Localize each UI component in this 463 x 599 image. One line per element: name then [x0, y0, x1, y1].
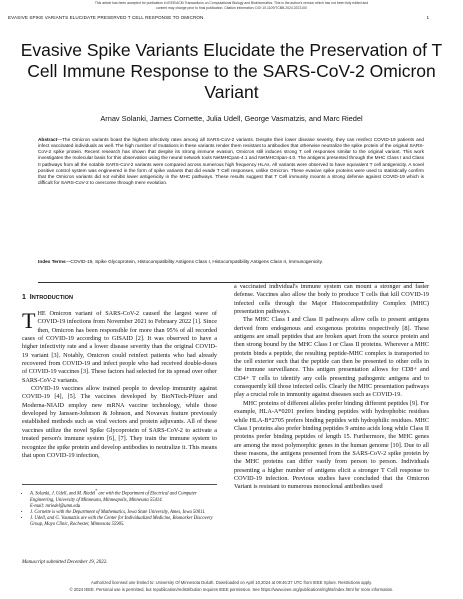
left-column	[22, 310, 217, 460]
index-terms-text: —COVID-19, Spike Glycoprotein, Histocompatibility Antigens Class I, Histocompatibility Antigens Class II, Immunogenicity.	[65, 260, 323, 265]
intro-paragraph-2: COVID-19 vaccines allow trained people to develop immunity against COVID-19 [4], [5]. The vaccines developed by BioNTech-Pfizer and Moderna-NIAID employ new mRNA vaccine technology, while those developed by Janssen-Johnson & Johnson, and Novavax feature previously established methods such as viral vectors and protein adjuvants. All of these vaccines utilize the novel Spike Glycoprotein of SARS-CoV-2 to activate a treated person's immune system [6], [7]. They train the immune system to recognize the spike protein and develop antibodies to neutralize it. This means that upon COVID-19 infection,	[22, 385, 217, 459]
section-title-rest: NTRODUCTION	[31, 295, 74, 301]
footnote-3: • J. Udell, and G. Vasmatzis are with the Center for Individualized Medicine, Biomarker Discovery Group, Mayo Clinic, Rochester, Minnesota 55905.	[30, 516, 217, 528]
section-number: 1	[22, 294, 26, 301]
right-paragraph-3: MHC proteins of different alleles prefer binding different peptides [9]. For example, HLA-A*0201 prefers binding peptides with hydrophobic residues while HLA-B*2705 prefers binding peptides with hydrophilic residues. MHC Class I proteins also prefer binding peptides 9 amino acids long while Class II proteins prefer binding peptides of length 15. Furthermore, the MHC genes are among the most polymorphic genes in the human genome [10]. Due to all these reasons, the antigens presented from the SARS-CoV-2 spike protein by the MHC proteins can differ vastly from person to person. Individuals presenting a higher number of antigens elicit a stronger T Cell response to COVID-19 infection. Previous studies have concluded that the Omicron Variant is resistant to numerous monoclonal antibodies used	[234, 399, 429, 491]
author-list: Arnav Solanki, James Cornette, Julia Udell, George Vasmatzis, and Marc Riedel	[100, 114, 363, 123]
footnote-divider	[22, 484, 217, 485]
intro-paragraph-1-text: HE Omicron variant of SARS-CoV-2 caused the largest wave of COVID-19 infections from November 2021 to February 2022 [1]. Since then, Omicron has been responsible for more than 95% of all recorded cases of COVID-19 according to GISAID [2]. It was observed to have a higher infectivity rate and a lower disease severity than the original COVID-19 variant [3]. Notably, Omicron could reinfect patients who had already recovered from COVID-19 and infect people who had received double-doses of COVID-19 vaccines [3]. These factors had selected for its spread over other SARS-CoV-2 variants.	[22, 310, 217, 384]
license-footer	[0, 580, 463, 593]
page-number: 1	[426, 15, 429, 20]
abstract-label: Abstract	[38, 138, 58, 143]
section-first-letter: I	[29, 294, 32, 301]
banner-line-2: content may change prior to final publication. Citation information: DOI 10.1109/TCBB.2024.3372100	[156, 5, 307, 10]
footnote-2: • J. Cornette is with the Department of Mathematics, Iowa State University, Ames, Iowa 50011.	[30, 510, 217, 516]
index-terms	[38, 260, 424, 266]
paper-title: Evasive Spike Variants Elucidate the Preservation of T Cell Immune Response to the SARS-CoV-2 Omicron Variant	[20, 40, 443, 102]
footer-line-2: © 2024 IEEE. Personal use is permitted, but republication/redistribution requires IEEE permission. See https://www.ieee.org/publications/rights/index.html for more information.	[69, 586, 394, 592]
right-paragraph-1: a vaccinated individual's immune system can mount a stronger and faster defense. Vaccines also allow the body to produce T cells that kill COVID-19 infected cells through the Major Histocompatibility Complex (MHC) presentation pathways.	[234, 283, 429, 316]
running-head: EVASIVE SPIKE VARIANTS ELUCIDATE PRESERVED T CELL RESPONSE TO OMICRON	[8, 15, 204, 20]
right-paragraph-2: The MHC Class I and Class II pathways allow cells to present antigens derived from endogenous and exogenous proteins respectively [8]. These antigens are small peptides that are broken apart from the source protein and then strong bound by the MHC Class I or Class II proteins. Wherever a MHC protein binds a peptide, the resulting peptide-MHC complex is transported to the cell exterior such that the peptide can then be presented to other cells in the immune surveillance. This antigen presentation allows for CD8+ and CD4+ T cells to identify any cells presenting pathogenic antigens and to consequently kill those infected cells. Clearly the MHC presentation pathways play a crucial role in immunity against diseases such as COVID-19.	[234, 316, 429, 399]
footnote-1-authors: A. Solanki, J. Udell, and M. Riedel	[30, 491, 96, 497]
footnote-1-mark: *	[95, 489, 98, 493]
footnote-1-affiliation: are with the Department of Electrical and Computer Engineering, University of Minnesota, Minneapolis, Minnesota 55414.	[30, 491, 197, 503]
abstract	[38, 138, 424, 187]
abstract-text: —The Omicron variants boast the highest infectivity rates among all SARS-CoV-2 variants. Despite their lower disease severity, they can reinfect COVID-19 patients and infect vaccinated individuals as well. The high number of mutations in these variants render them resistant to antibodies that otherwise neutralize the spike protein of the original SARS-CoV-2 spike protein. Recent research has shown that despite its strong immune evasion, Omicron still induces strong T cell responses similar to the original variant. This work investigates the molecular basis for this observation using the neural network tools NetMHCpan-4.1 and NetMHCIIpan-4.0. The antigens presented through the MHC Class I and Class II pathways from all the notable SARS-CoV-2 variants were compared across numerous high frequency HLAs. All variants were observed to have equivalent T cell antigenicity. A novel positive control system was engineered in the form of spike variants that did evade T Cell responses, unlike Omicron. These evasive spike proteins were used to statistically confirm that the Omicron variants did not exhibit lower antigenicity in the MHC pathways. These results suggest that T Cell immunity mounts a strong defense against COVID-19 which is difficult for SARS-CoV-2 to overcome through mere evolution.	[38, 138, 424, 187]
footnote-1	[30, 488, 217, 510]
banner-line-1: This article has been accepted for publication in IEEE/ACM Transactions on Computational Biology and Bioinformatics. This is the author's version which has not been fully edited and	[94, 1, 369, 5]
manuscript-note: Manuscript submitted December 19, 2022.	[22, 560, 108, 565]
drop-cap: T	[22, 308, 36, 333]
footer-line-1: Authorized licensed use limited to: University Of Minnesota Duluth. Downloaded on April 10,2024 at 09:46:37 UTC from IEEE Xplore. Restrictions apply.	[90, 580, 373, 585]
right-column	[234, 283, 429, 492]
footnote-1-email: E-mail: mriedel@umn.edu	[30, 503, 81, 509]
publication-banner	[0, 1, 463, 10]
intro-paragraph-1	[22, 310, 217, 385]
section-heading	[22, 294, 73, 301]
index-terms-label: Index Terms	[38, 260, 66, 265]
affiliation-footnotes	[22, 488, 217, 528]
